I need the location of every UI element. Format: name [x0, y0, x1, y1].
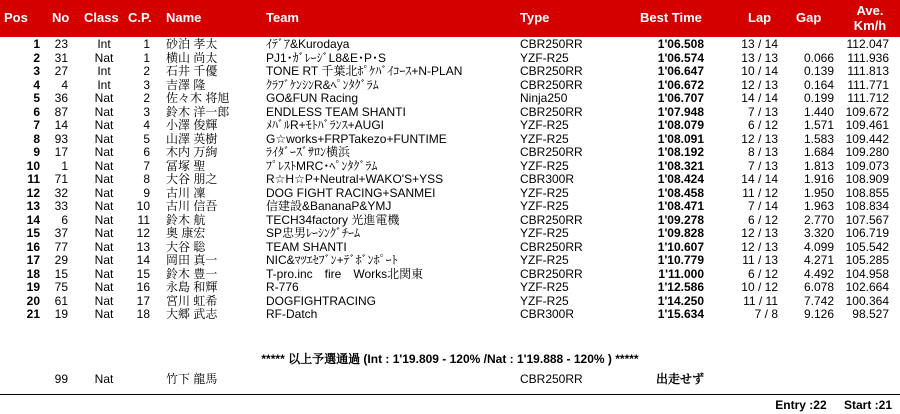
cell-ave-speed: 109.280	[845, 145, 889, 159]
cell-gap: 1.916	[803, 172, 834, 186]
cell-pos: 3	[33, 64, 40, 78]
cell-pos: 7	[33, 118, 40, 132]
cell-best-time: 1'08.192	[657, 145, 704, 159]
cell-no: 15	[54, 266, 68, 281]
cell-ave-speed: 109.672	[845, 104, 889, 119]
cell-team: ENDLESS TEAM SHANTI	[266, 104, 406, 119]
cell-ave-speed: 104.958	[845, 266, 889, 281]
cell-gap: 0.164	[803, 77, 834, 92]
cell-lap: 12 / 13	[741, 226, 778, 240]
cell-best-time: 1'08.458	[657, 185, 704, 200]
cell-type: YZF-R25	[520, 226, 569, 240]
dns-row	[0, 372, 900, 386]
cell-pos: 9	[33, 145, 40, 159]
qualifying-cutoff-note: ***** 以上予選通過 (Int : 1'19.809 - 120% /Nat : 1'19.888 - 120% ) *****	[261, 352, 639, 366]
cell-type: YZF-R25	[520, 131, 569, 146]
cell-class: Nat	[94, 293, 114, 308]
cell-type: YZF-R25	[520, 50, 569, 65]
cell-ave-speed: 112.047	[846, 37, 889, 51]
cell-cp: 11	[137, 212, 150, 227]
cell-pos: 6	[33, 104, 40, 119]
cell-lap: 11 / 13	[742, 253, 778, 267]
cell-type: YZF-R25	[520, 185, 569, 200]
cell-team: T-pro.inc fire Works北関東	[266, 266, 424, 281]
cell-team: PJ1･ｶﾞﾚｰｼﾞL8&E･P･S	[266, 50, 387, 65]
header-ave-speed	[846, 0, 894, 39]
cell-gap: 3.320	[803, 226, 834, 240]
cell-ave-speed: 111.936	[847, 50, 889, 65]
cell-lap: 6 / 12	[747, 118, 778, 132]
table-row	[0, 200, 900, 214]
cell-cp: 7	[143, 158, 150, 173]
cell-name: 鈴木 航	[166, 212, 206, 227]
results-header-bar	[0, 0, 900, 36]
cell-pos: 19	[26, 280, 40, 294]
cell-type: YZF-R25	[520, 280, 569, 294]
header-name: Name	[166, 10, 202, 25]
cell-name: 大谷 朋之	[166, 172, 218, 186]
table-row	[0, 160, 900, 174]
footer-divider	[0, 394, 900, 395]
cell-name: 奥 康宏	[166, 226, 206, 240]
cell-no: 75	[54, 280, 68, 294]
cell-name: 佐々木 将旭	[166, 91, 230, 105]
table-row	[0, 106, 900, 120]
cell-type: YZF-R25	[520, 158, 569, 173]
cell-no: 33	[54, 199, 68, 213]
cell-class: Nat	[94, 145, 114, 159]
table-row	[0, 227, 900, 241]
cell-lap: 7 / 14	[747, 199, 778, 213]
cell-gap: 6.078	[803, 280, 834, 294]
cell-gap: 1.583	[803, 131, 834, 146]
cell-gap: 0.199	[803, 91, 834, 105]
cell-lap: 14 / 14	[741, 91, 778, 105]
cell-class: Nat	[94, 253, 114, 267]
cell-team: SP忠男ﾚｰｼﾝｸﾞﾁｰﾑ	[266, 226, 361, 240]
cell-team: ﾒﾊﾞﾙR+ﾓﾄﾊﾞﾗﾝｽ+AUGI	[266, 118, 385, 132]
cell-gap: 1.813	[803, 158, 834, 173]
cell-cp: 5	[143, 131, 150, 146]
cell-name: 横山 尚太	[166, 50, 218, 65]
cell-type: Ninja250	[520, 91, 568, 105]
cell-no: 6	[61, 212, 68, 227]
cell-no: 37	[54, 226, 68, 240]
table-row	[0, 92, 900, 106]
cell-pos: 8	[33, 131, 40, 146]
cell-lap: 10 / 14	[741, 64, 778, 78]
cell-team: R-776	[266, 280, 299, 294]
cell-class: Nat	[94, 226, 114, 240]
cell-cp: 6	[143, 145, 150, 159]
header-pos: Pos	[4, 10, 28, 25]
cell-no: 87	[54, 104, 68, 119]
cell-no: 19	[54, 307, 68, 321]
cell-cp: 16	[136, 280, 150, 294]
table-row	[0, 52, 900, 66]
cell-name: 鈴木 洋一郎	[166, 104, 230, 119]
cell-ave-speed: 98.527	[852, 307, 889, 321]
cell-type: CBR250RR	[520, 104, 583, 119]
header-ave-line2: Km/h	[853, 18, 887, 33]
cell-cp: 18	[136, 307, 150, 321]
header-best-time: Best Time	[640, 10, 702, 25]
cell-lap: 14 / 14	[741, 172, 778, 186]
cell-best-time: 1'08.471	[657, 199, 704, 213]
cell-no: 4	[61, 77, 68, 92]
cell-ave-speed: 111.712	[847, 91, 889, 105]
cell-no: 23	[54, 37, 68, 51]
cell-name: 冨塚 聖	[166, 158, 206, 173]
cell-gap: 0.139	[803, 64, 834, 78]
table-row	[0, 38, 900, 52]
cell-class: Nat	[94, 212, 114, 227]
cell-gap: 2.770	[803, 212, 834, 227]
cell-no: 27	[54, 64, 68, 78]
header-team: Team	[266, 10, 299, 25]
cell-lap: 13 / 13	[741, 50, 778, 65]
cell-gap: 1.950	[803, 185, 834, 200]
cell-name: 永島 和輝	[166, 280, 218, 294]
table-row	[0, 295, 900, 309]
cell-ave-speed: 100.364	[845, 293, 889, 308]
cell-gap: 1.571	[803, 118, 834, 132]
cell-name: 鈴木 豊一	[166, 266, 218, 281]
cell-type: CBR250RR	[520, 77, 583, 92]
cell-type: YZF-R25	[520, 293, 569, 308]
cell-name: 山澤 英樹	[166, 131, 218, 146]
cell-name: 砂泊 孝太	[166, 37, 218, 51]
cell-lap: 12 / 13	[741, 239, 778, 254]
cell-best-time: 1'06.707	[657, 91, 704, 105]
table-row	[0, 79, 900, 93]
cell-team: 信建設&BananaP&YMJ	[266, 199, 392, 213]
cell-team: GO&FUN Racing	[266, 91, 359, 105]
cell-team: TONE RT 千葉北ﾎﾟｹﾊﾞｲｺｰｽ+N-PLAN	[266, 64, 463, 78]
table-row	[0, 241, 900, 255]
dns-no: 99	[54, 372, 68, 386]
cell-type: CBR250RR	[520, 212, 583, 227]
cell-best-time: 1'08.321	[657, 158, 704, 173]
cell-team: ﾌﾟﾚｽﾄMRC･ﾍﾟﾝﾀｸﾞﾗﾑ	[266, 158, 378, 173]
cell-lap: 12 / 13	[741, 131, 778, 146]
cell-type: YZF-R25	[520, 253, 569, 267]
cell-team: R☆H☆P+Neutral+WAKO'S+YSS	[266, 172, 444, 186]
cell-gap: 1.963	[803, 199, 834, 213]
cell-pos: 16	[26, 239, 40, 254]
cell-cp: 4	[143, 118, 150, 132]
cell-ave-speed: 105.285	[845, 253, 889, 267]
cell-pos: 17	[26, 253, 40, 267]
cell-class: Nat	[94, 172, 114, 186]
header-ave-line1: Ave.	[856, 3, 884, 18]
cell-no: 1	[61, 158, 68, 173]
table-row	[0, 214, 900, 228]
cell-lap: 11 / 12	[742, 185, 778, 200]
cell-ave-speed: 109.461	[845, 118, 889, 132]
table-row	[0, 133, 900, 147]
cell-no: 61	[54, 293, 68, 308]
header-type: Type	[520, 10, 550, 25]
cell-ave-speed: 111.813	[847, 64, 889, 78]
cell-gap: 4.271	[803, 253, 834, 267]
cell-lap: 6 / 12	[747, 266, 778, 281]
cell-gap: 4.492	[803, 266, 834, 281]
cell-pos: 2	[33, 50, 40, 65]
cell-lap: 8 / 13	[747, 145, 778, 159]
cell-team: NIC&ﾏﾂｴｾﾌﾞﾝ+ﾃﾞﾎﾞﾝﾎﾟｰﾄ	[266, 253, 398, 267]
cell-name: 木内 万絢	[166, 145, 218, 159]
cell-best-time: 1'06.647	[657, 64, 704, 78]
cell-best-time: 1'06.574	[657, 50, 704, 65]
cell-best-time: 1'08.079	[657, 118, 704, 132]
table-row	[0, 268, 900, 282]
cell-class: Nat	[94, 266, 114, 281]
cell-pos: 5	[33, 91, 40, 105]
cell-cp: 1	[143, 37, 150, 51]
cell-type: CBR300R	[520, 307, 575, 321]
cell-gap: 7.742	[803, 293, 834, 308]
cell-pos: 18	[26, 266, 40, 281]
cell-type: YZF-R25	[520, 199, 569, 213]
cell-class: Nat	[94, 239, 114, 254]
cell-no: 32	[54, 185, 68, 200]
cell-type: CBR250RR	[520, 266, 583, 281]
header-class: Class	[84, 10, 119, 25]
cell-name: 吉澤 隆	[166, 77, 206, 92]
table-row	[0, 65, 900, 79]
cell-cp: 9	[143, 185, 150, 200]
cell-best-time: 1'15.634	[657, 307, 704, 321]
cell-cp: 17	[136, 293, 150, 308]
cell-pos: 21	[26, 307, 40, 321]
cell-cp: 1	[143, 50, 150, 65]
cell-lap: 7 / 8	[754, 307, 778, 321]
cell-team: ﾗｲﾀﾞｰｽﾞｻﾛﾝ横浜	[266, 145, 351, 159]
table-row	[0, 187, 900, 201]
dns-type: CBR250RR	[520, 372, 583, 386]
cell-ave-speed: 106.719	[845, 226, 889, 240]
cell-gap: 9.126	[803, 307, 834, 321]
cell-pos: 20	[26, 293, 40, 308]
cell-class: Int	[97, 37, 111, 51]
header-cp: C.P.	[128, 10, 152, 25]
cell-name: 岡田 真一	[166, 253, 218, 267]
cell-gap: 4.099	[803, 239, 834, 254]
cell-team: DOG FIGHT RACING+SANMEI	[266, 185, 436, 200]
cell-class: Int	[97, 64, 111, 78]
cell-team: TECH34factory 光進電機	[266, 212, 400, 227]
cell-cp: 15	[136, 266, 150, 281]
cell-no: 77	[54, 239, 68, 254]
cell-pos: 10	[26, 158, 40, 173]
cell-ave-speed: 111.771	[847, 77, 889, 92]
cell-cp: 3	[143, 77, 150, 92]
cell-type: YZF-R25	[520, 118, 569, 132]
cell-best-time: 1'06.672	[657, 77, 704, 92]
cell-team: DOGFIGHTRACING	[266, 293, 376, 308]
cell-name: 大郷 武志	[166, 307, 218, 321]
cell-cp: 8	[143, 172, 150, 186]
cell-lap: 7 / 13	[747, 104, 778, 119]
cell-lap: 11 / 11	[743, 293, 778, 308]
table-row	[0, 308, 900, 322]
cell-type: CBR250RR	[520, 145, 583, 159]
cell-team: ｲﾃﾞｱ&Kurodaya	[266, 37, 350, 51]
cell-type: CBR250RR	[520, 64, 583, 78]
cell-pos: 1	[33, 37, 40, 51]
cell-pos: 13	[26, 199, 40, 213]
cell-best-time: 1'10.779	[657, 253, 704, 267]
cell-lap: 7 / 13	[747, 158, 778, 173]
header-lap: Lap	[748, 10, 772, 25]
cell-name: 宮川 虹希	[166, 293, 218, 308]
cell-class: Nat	[94, 307, 114, 321]
cell-class: Nat	[94, 50, 114, 65]
entry-count: Entry :22	[775, 398, 827, 412]
cell-lap: 10 / 12	[741, 280, 778, 294]
cell-no: 71	[54, 172, 68, 186]
cell-class: Nat	[94, 91, 114, 105]
cell-ave-speed: 102.664	[845, 280, 889, 294]
cell-ave-speed: 109.073	[845, 158, 889, 173]
cell-class: Nat	[94, 131, 114, 146]
cell-cp: 3	[143, 104, 150, 119]
table-row	[0, 254, 900, 268]
cell-class: Nat	[94, 199, 114, 213]
cell-gap: 1.440	[803, 104, 834, 119]
cell-cp: 10	[136, 199, 150, 213]
results-table-body	[0, 38, 900, 322]
cell-type: CBR250RR	[520, 239, 583, 254]
table-row	[0, 281, 900, 295]
cell-best-time: 1'08.091	[657, 131, 704, 146]
dns-status: 出走せず	[655, 372, 704, 386]
table-row	[0, 173, 900, 187]
cell-team: TEAM SHANTI	[266, 239, 347, 254]
cell-pos: 14	[26, 212, 40, 227]
cell-lap: 13 / 14	[741, 37, 778, 51]
cell-name: 大谷 聡	[166, 239, 206, 254]
cell-no: 36	[54, 91, 68, 105]
cell-team: RF-Datch	[266, 307, 318, 321]
cell-lap: 12 / 13	[741, 77, 778, 92]
cell-cp: 13	[136, 239, 150, 254]
cell-class: Nat	[94, 280, 114, 294]
dns-class: Nat	[94, 372, 114, 386]
cell-best-time: 1'12.586	[657, 280, 704, 294]
cell-cp: 14	[136, 253, 150, 267]
cell-pos: 11	[27, 172, 40, 186]
header-gap: Gap	[796, 10, 822, 25]
cell-best-time: 1'11.000	[658, 266, 704, 281]
cell-lap: 6 / 12	[747, 212, 778, 227]
cell-no: 31	[54, 50, 68, 65]
cell-no: 29	[54, 253, 68, 267]
entry-start-summary	[761, 398, 892, 412]
cell-name: 古川 凜	[166, 185, 206, 200]
cell-class: Nat	[94, 104, 114, 119]
cell-no: 17	[54, 145, 68, 159]
cell-no: 93	[54, 131, 68, 146]
cell-cp: 2	[143, 64, 150, 78]
cell-best-time: 1'07.948	[657, 104, 704, 119]
cell-name: 石井 千優	[166, 64, 218, 78]
cell-class: Nat	[94, 185, 114, 200]
cell-ave-speed: 108.834	[845, 199, 889, 213]
cell-class: Nat	[94, 118, 114, 132]
cell-pos: 12	[26, 185, 40, 200]
cell-type: CBR250RR	[520, 37, 583, 51]
start-count: Start :21	[843, 398, 892, 412]
cell-best-time: 1'14.250	[657, 293, 704, 308]
cell-no: 14	[54, 118, 68, 132]
cell-pos: 15	[26, 226, 40, 240]
cell-best-time: 1'08.424	[657, 172, 704, 186]
header-no: No	[52, 10, 70, 25]
cell-pos: 4	[33, 77, 40, 92]
table-row	[0, 119, 900, 133]
cell-ave-speed: 109.442	[845, 131, 889, 146]
cell-ave-speed: 108.909	[845, 172, 889, 186]
cell-best-time: 1'09.828	[657, 226, 704, 240]
cell-ave-speed: 107.567	[845, 212, 889, 227]
cell-ave-speed: 105.542	[845, 239, 889, 254]
cell-gap: 1.684	[803, 145, 834, 159]
cell-team: ｸﾗﾌﾞｹﾝｼﾝR&ﾍﾟﾝﾀｸﾞﾗﾑ	[266, 77, 379, 92]
cell-class: Nat	[94, 158, 114, 173]
cell-class: Int	[97, 77, 111, 92]
cell-best-time: 1'06.508	[657, 37, 704, 51]
cell-team: G☆works+FRPTakezo+FUNTIME	[266, 131, 447, 146]
cell-ave-speed: 108.855	[845, 185, 889, 200]
dns-name: 竹下 龍馬	[166, 372, 218, 386]
cell-cp: 2	[143, 91, 150, 105]
cell-type: CBR300R	[520, 172, 575, 186]
table-row	[0, 146, 900, 160]
cell-gap: 0.066	[803, 50, 834, 65]
cell-name: 小澤 俊輝	[166, 118, 218, 132]
cell-best-time: 1'10.607	[657, 239, 704, 254]
cell-name: 古川 信吾	[166, 199, 218, 213]
cell-cp: 12	[136, 226, 150, 240]
cell-best-time: 1'09.278	[657, 212, 704, 227]
